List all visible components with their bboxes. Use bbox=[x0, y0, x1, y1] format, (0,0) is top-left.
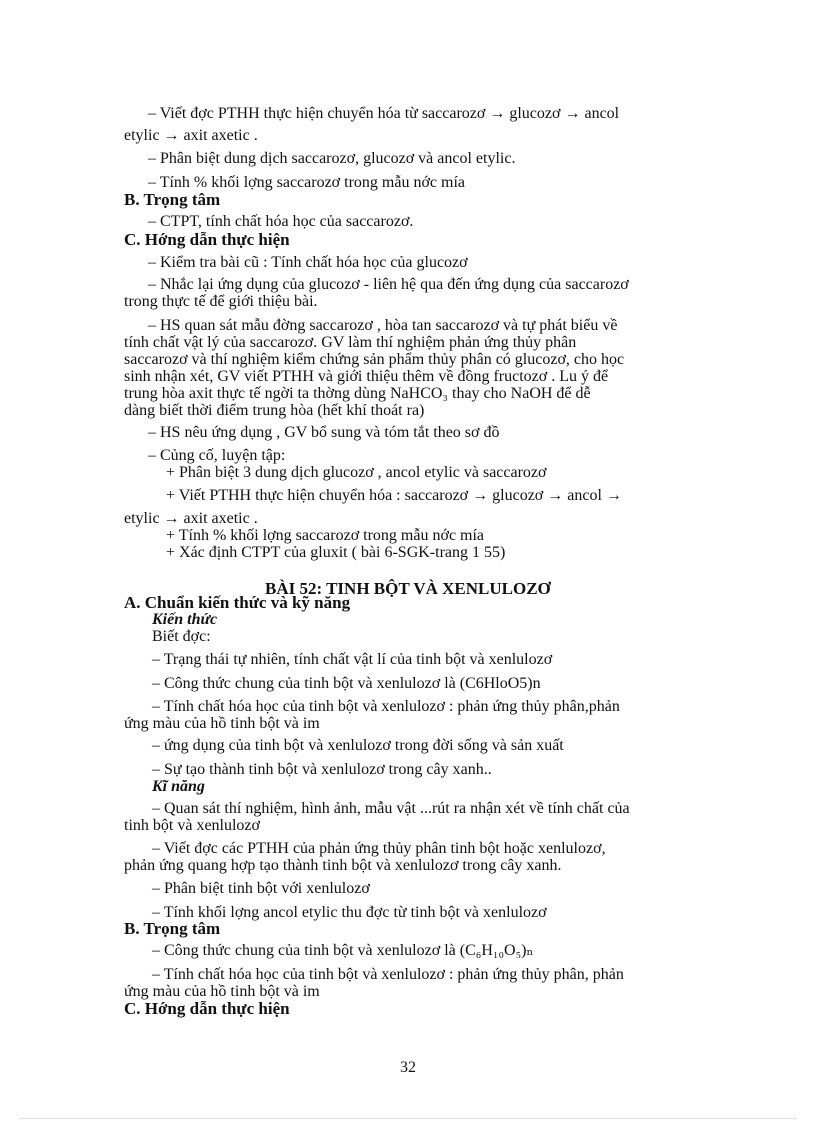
text-line: – Công thức chung của tinh bột và xenlulozơ là (C₆H₁₀O₅)ₙ bbox=[152, 942, 534, 959]
text-line: – Phân biệt dung dịch saccarozơ, glucozơ và ancol etylic. bbox=[148, 150, 516, 167]
section-heading: C. Hớng dẫn thực hiện bbox=[124, 999, 290, 1018]
text-line: – ứng dụng của tinh bột và xenlulozơ trong đời sống và sản xuất bbox=[152, 737, 564, 754]
lesson-title: BÀI 52: TINH BỘT VÀ XENLULOZƠ bbox=[265, 579, 551, 598]
subheading: Kĩ năng bbox=[152, 778, 205, 795]
text-line: phản ứng quang hợp tạo thành tinh bột và xenlulozơ trong cây xanh. bbox=[124, 857, 562, 874]
text-line: trung hòa axit thực tế ngời ta thờng dùng NaHCO₃ thay cho NaOH để dễ bbox=[124, 385, 591, 402]
text-line: dàng biết thời điểm trung hòa (hết khí thoát ra) bbox=[124, 402, 425, 419]
text-line: ứng màu của hồ tinh bột và im bbox=[124, 715, 320, 732]
text-line: – Quan sát thí nghiệm, hình ảnh, mẫu vật ...rút ra nhận xét về tính chất của bbox=[152, 800, 630, 817]
text-line: – Phân biệt tinh bột với xenlulozơ bbox=[152, 880, 370, 897]
text-line: – HS quan sát mẫu đờng saccarozơ , hòa tan saccarozơ và tự phát biểu về bbox=[148, 317, 618, 334]
text-line: – Viết đợc PTHH thực hiện chuyển hóa từ saccarozơ → glucozơ → ancol bbox=[148, 105, 620, 122]
text-line: + Phân biệt 3 dung dịch glucozơ , ancol etylic và saccarozơ bbox=[166, 464, 547, 481]
section-heading: B. Trọng tâm bbox=[124, 919, 221, 938]
text-line: ứng màu của hồ tinh bột và im bbox=[124, 983, 320, 1000]
text-line: – Kiểm tra bài cũ : Tính chất hóa học của glucozơ bbox=[148, 254, 468, 271]
subheading: Kiến thức bbox=[152, 611, 218, 628]
text-line: sinh nhận xét, GV viết PTHH và giới thiệu thêm về đồng fructozơ . Lu ý để bbox=[124, 368, 609, 385]
text-line: – CTPT, tính chất hóa học của saccarozơ. bbox=[148, 213, 414, 230]
text-line: – HS nêu ứng dụng , GV bổ sung và tóm tắt theo sơ đồ bbox=[148, 424, 500, 441]
text-line: – Nhắc lại ứng dụng của glucozơ - liên hệ qua đến ứng dụng của saccarozơ bbox=[148, 276, 629, 293]
text-line: trong thực tế để giới thiệu bài. bbox=[124, 293, 318, 310]
text-line: – Củng cố, luyện tập: bbox=[148, 447, 286, 464]
text-line: Biết đợc: bbox=[152, 628, 211, 645]
text-line: – Tính % khối lợng saccarozơ trong mẫu nớc mía bbox=[148, 174, 466, 191]
text-line: saccarozơ và thí nghiệm kiểm chứng sản phẩm thủy phân có glucozơ, cho học bbox=[124, 351, 625, 368]
section-heading: A. Chuẩn kiến thức và kỹ năng bbox=[124, 593, 351, 612]
text-line: + Viết PTHH thực hiện chuyển hóa : saccarozơ → glucozơ → ancol → bbox=[166, 487, 622, 504]
text-line: tính chất vật lý của saccarozơ. GV làm thí nghiệm phản ứng thủy phân bbox=[124, 334, 577, 351]
text-line: tinh bột và xenlulozơ bbox=[124, 817, 260, 834]
text-line: etylic → axit axetic . bbox=[124, 510, 258, 527]
page-border bbox=[20, 1118, 796, 1119]
text-line: – Sự tạo thành tinh bột và xenlulozơ trong cây xanh.. bbox=[152, 761, 492, 778]
text-line: – Trạng thái tự nhiên, tính chất vật lí của tinh bột và xenlulozơ bbox=[152, 651, 553, 668]
text-line: – Viết đợc các PTHH của phản ứng thủy phân tinh bột hoặc xenlulozơ, bbox=[152, 840, 606, 857]
text-line: etylic → axit axetic . bbox=[124, 127, 258, 144]
text-line: – Tính chất hóa học của tinh bột và xenlulozơ : phản ứng thủy phân, phản bbox=[152, 966, 624, 983]
text-line: + Xác định CTPT của gluxit ( bài 6-SGK-trang 1 55) bbox=[166, 544, 506, 561]
text-line: – Tính chất hóa học của tinh bột và xenlulozơ : phản ứng thủy phân,phản bbox=[152, 698, 620, 715]
page-number: 32 bbox=[400, 1059, 416, 1076]
text-line: – Tính khối lợng ancol etylic thu đợc từ tinh bột và xenlulozơ bbox=[152, 904, 547, 921]
section-heading: B. Trọng tâm bbox=[124, 190, 221, 209]
text-line: – Công thức chung của tinh bột và xenlulozơ là (C6HloO5)n bbox=[152, 675, 541, 692]
section-heading: C. Hớng dẫn thực hiện bbox=[124, 230, 290, 249]
text-line: + Tính % khối lợng saccarozơ trong mẫu nớc mía bbox=[166, 527, 485, 544]
